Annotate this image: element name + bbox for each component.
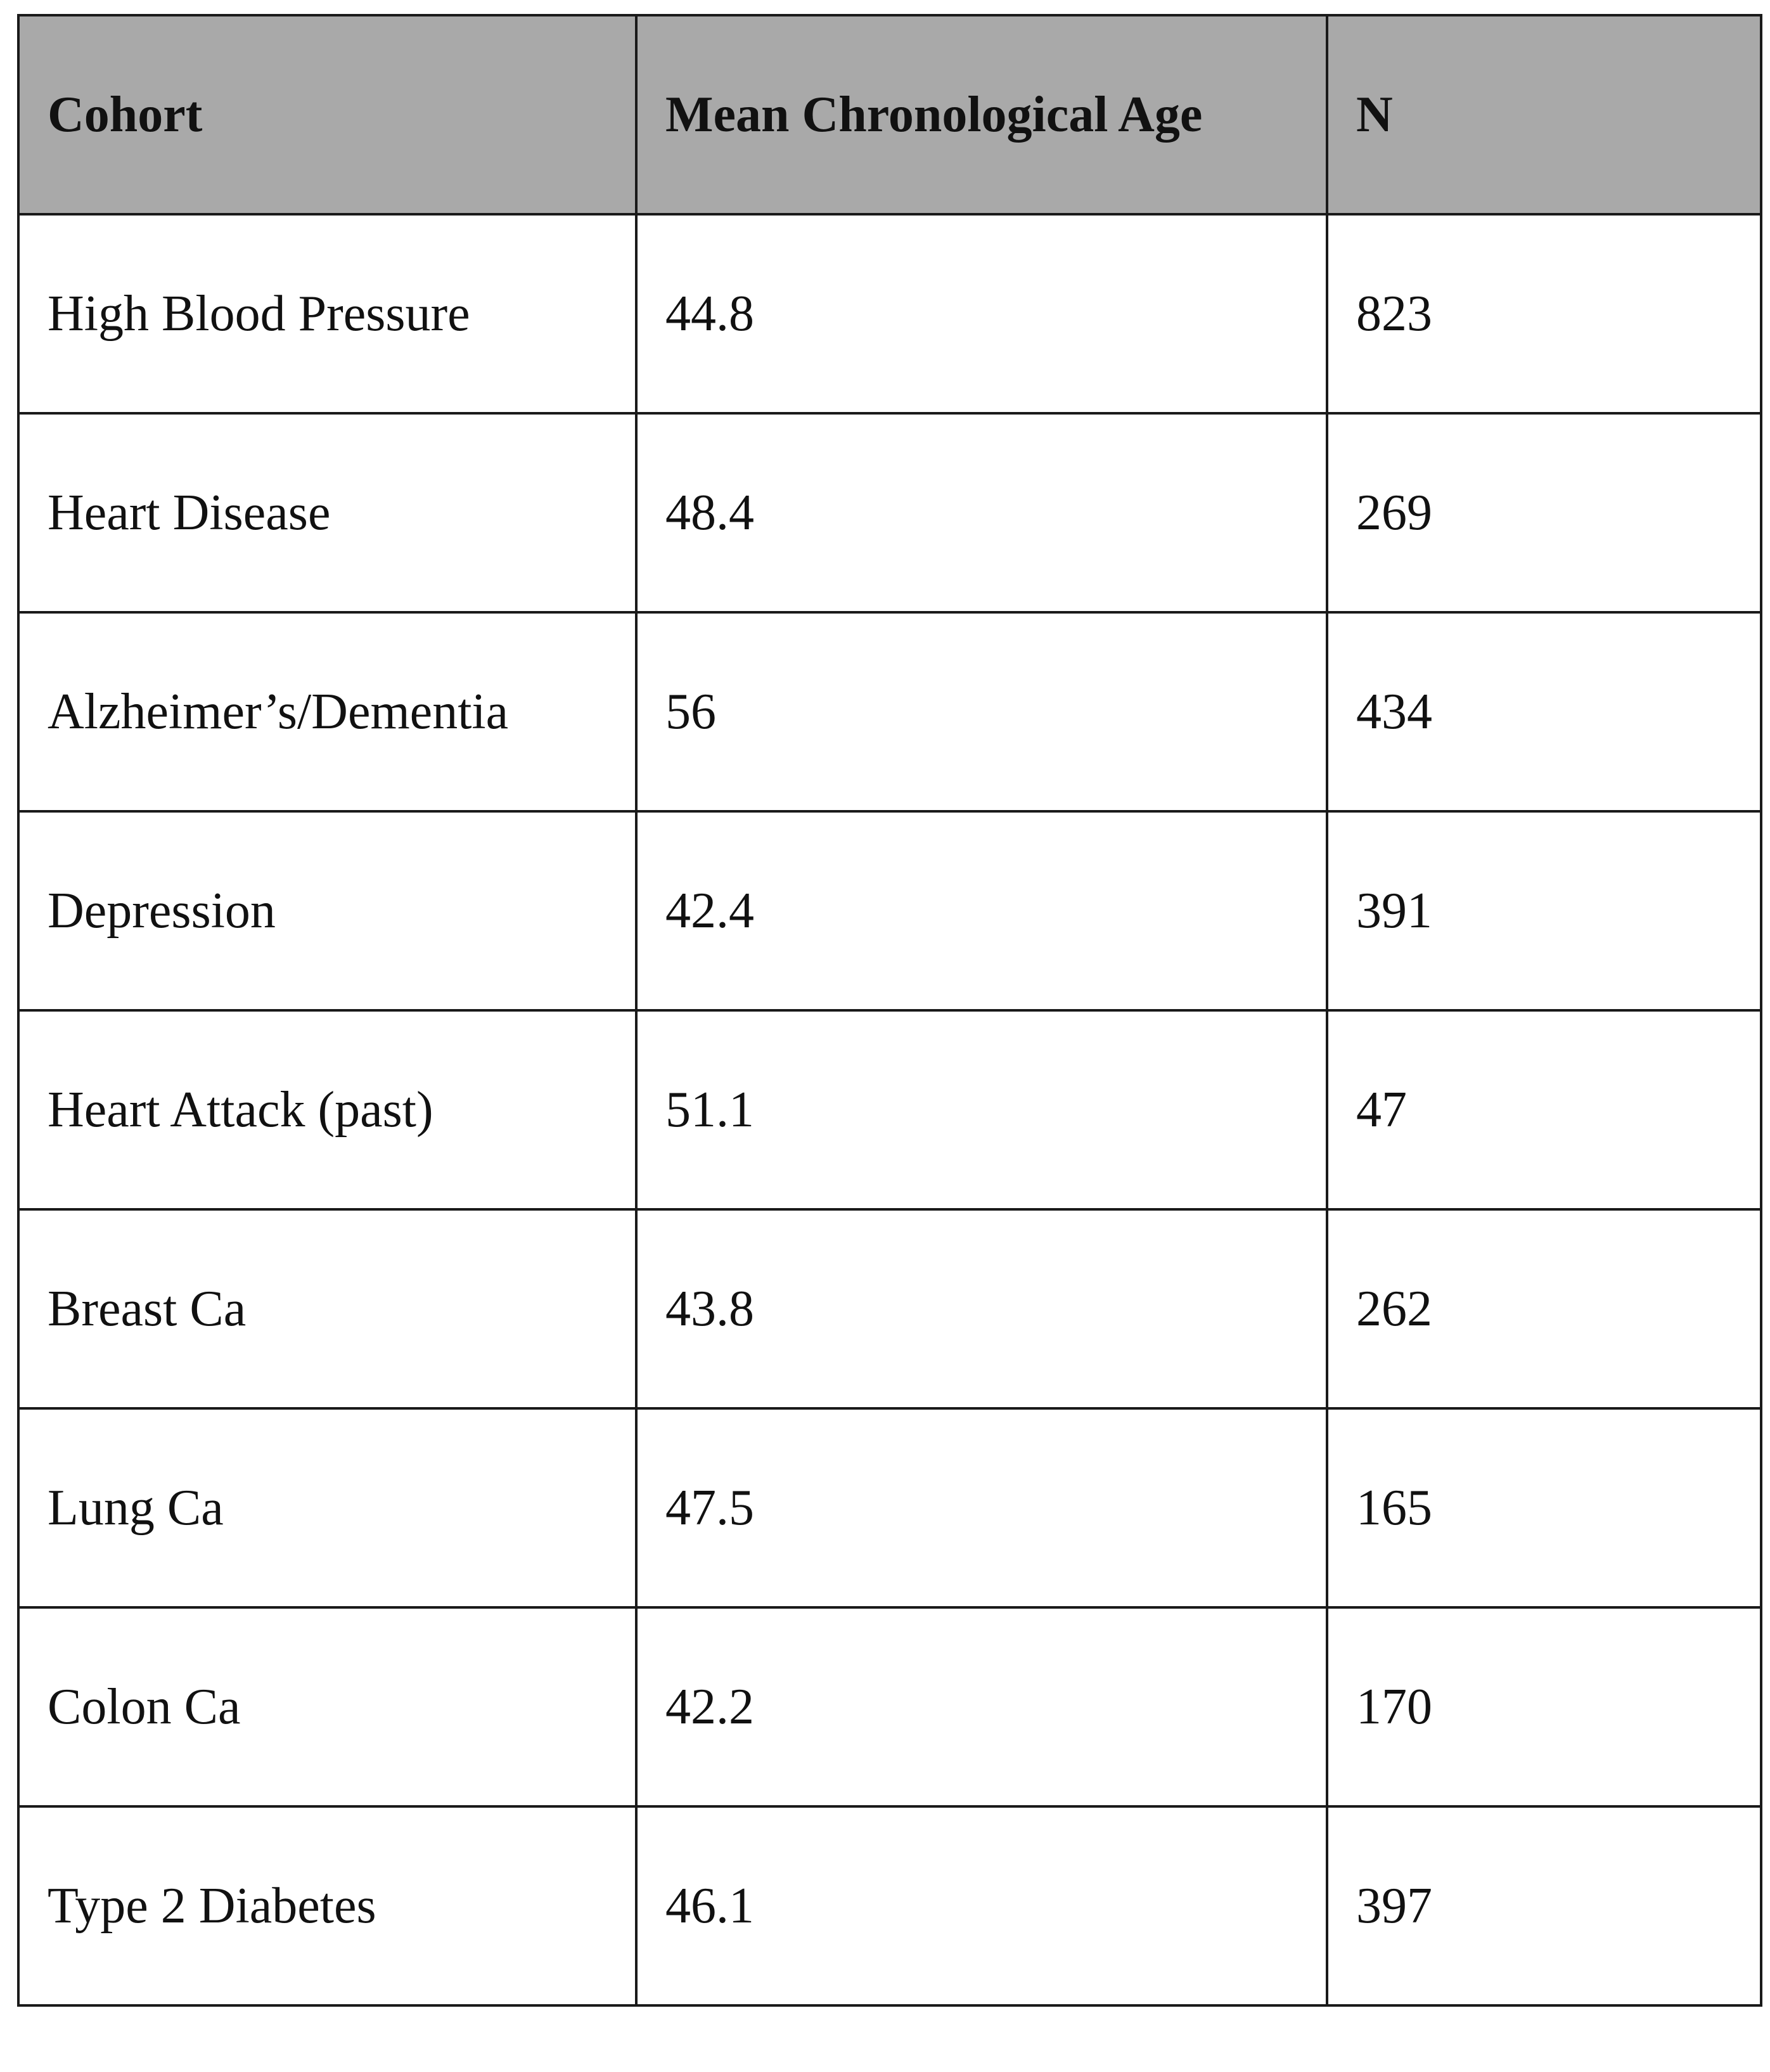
- cohort-cell: Type 2 Diabetes: [18, 1806, 636, 2005]
- n-cell: 823: [1327, 214, 1761, 413]
- n-cell: 269: [1327, 413, 1761, 612]
- table-row: [18, 214, 1761, 413]
- mean-age-cell: 48.4: [636, 413, 1327, 612]
- n-cell: 434: [1327, 612, 1761, 811]
- n-cell: 170: [1327, 1607, 1761, 1806]
- mean-age-cell: 42.4: [636, 811, 1327, 1010]
- table-row: [18, 1607, 1761, 1806]
- cohort-cell: High Blood Pressure: [18, 214, 636, 413]
- cohort-cell: Heart Attack (past): [18, 1010, 636, 1209]
- header-cohort: Cohort: [18, 15, 636, 214]
- table-body: [18, 214, 1761, 2005]
- table-row: [18, 1806, 1761, 2005]
- n-cell: 397: [1327, 1806, 1761, 2005]
- n-cell: 262: [1327, 1209, 1761, 1408]
- cohort-cell: Depression: [18, 811, 636, 1010]
- table-row: [18, 1209, 1761, 1408]
- table-row: [18, 811, 1761, 1010]
- n-cell: 165: [1327, 1408, 1761, 1607]
- cohort-cell: Alzheimer’s/Dementia: [18, 612, 636, 811]
- mean-age-cell: 43.8: [636, 1209, 1327, 1408]
- mean-age-cell: 42.2: [636, 1607, 1327, 1806]
- cohort-cell: Colon Ca: [18, 1607, 636, 1806]
- mean-age-cell: 46.1: [636, 1806, 1327, 2005]
- table-row: [18, 1010, 1761, 1209]
- cohort-cell: Lung Ca: [18, 1408, 636, 1607]
- mean-age-cell: 56: [636, 612, 1327, 811]
- n-cell: 391: [1327, 811, 1761, 1010]
- mean-age-cell: 44.8: [636, 214, 1327, 413]
- mean-age-cell: 51.1: [636, 1010, 1327, 1209]
- cohort-table: [17, 14, 1762, 2007]
- table-row: [18, 413, 1761, 612]
- header-row: [18, 15, 1761, 214]
- table-row: [18, 612, 1761, 811]
- n-cell: 47: [1327, 1010, 1761, 1209]
- table-row: [18, 1408, 1761, 1607]
- cohort-cell: Heart Disease: [18, 413, 636, 612]
- cohort-cell: Breast Ca: [18, 1209, 636, 1408]
- table-header: [18, 15, 1761, 214]
- header-n: N: [1327, 15, 1761, 214]
- header-mean-chronological-age: Mean Chronological Age: [636, 15, 1327, 214]
- mean-age-cell: 47.5: [636, 1408, 1327, 1607]
